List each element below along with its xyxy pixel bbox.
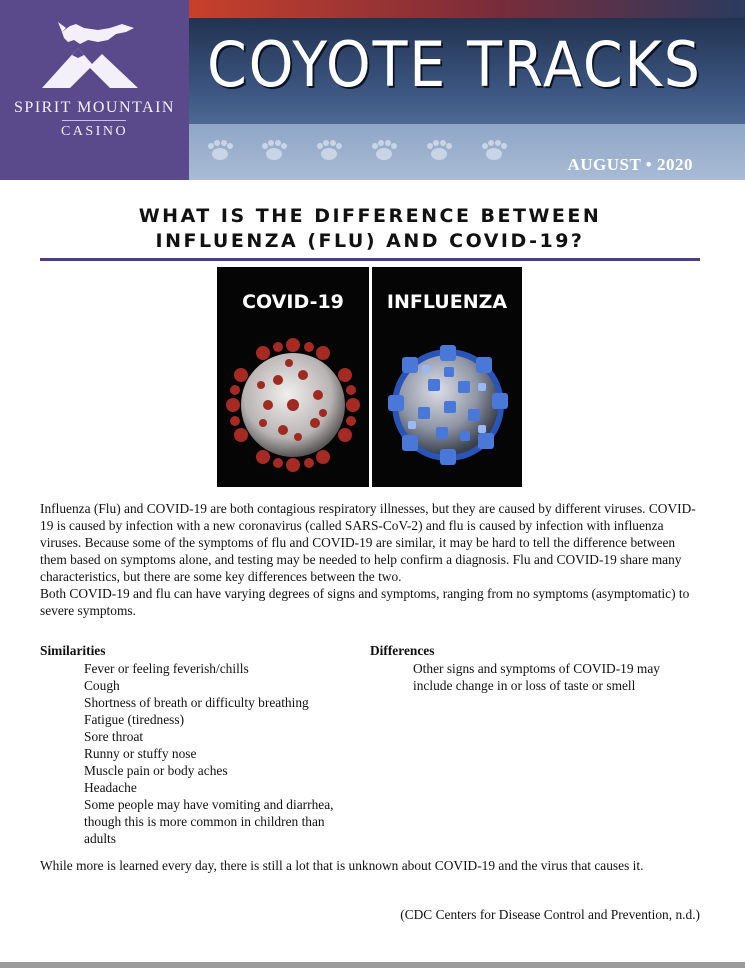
list-item: Some people may have vomiting and diarrhea, though this is more common in children than adults: [84, 797, 334, 846]
list-item: Shortness of breath or difficulty breathing: [84, 695, 309, 710]
paw-print-icon: [479, 139, 509, 161]
list-item: Fatigue (tiredness): [84, 712, 185, 727]
brand-subname: CASINO: [60, 124, 129, 139]
paw-print-icon: [314, 139, 344, 161]
list-item: Fever or feeling feverish/chills: [84, 661, 249, 676]
influenza-virus-image: [372, 267, 522, 487]
differences-heading: Differences: [370, 643, 435, 658]
paw-print-icon: [424, 139, 454, 161]
intro-paragraph: Both COVID-19 and flu can have varying degrees of signs and symptoms, ranging from no symptoms (asymptomatic) to severe symptoms.: [40, 586, 690, 618]
source-citation: (CDC Centers for Disease Control and Prevention, n.d.): [400, 907, 700, 922]
newsletter-header: [0, 0, 745, 180]
list-item: Headache: [84, 780, 137, 795]
title-banner: [189, 0, 745, 180]
brand-divider: [62, 120, 126, 121]
article-headline: [40, 204, 700, 254]
similarities-heading: Similarities: [40, 643, 106, 658]
paw-print-icon: [369, 139, 399, 161]
list-item: Other signs and symptoms of COVID-19 may include change in or loss of taste or smell: [413, 661, 660, 693]
newsletter-title: COYOTE TRACKS: [207, 28, 702, 101]
headline-rule: [40, 258, 700, 261]
brand-name: SPIRIT MOUNTAIN: [14, 99, 175, 116]
influenza-virus-illustration: [378, 335, 518, 475]
covid-virus-image: [217, 267, 369, 487]
paw-print-icon: [259, 139, 289, 161]
headline-line: INFLUENZA (FLU) AND COVID-19?: [155, 230, 585, 252]
headline-line: WHAT IS THE DIFFERENCE BETWEEN: [138, 205, 602, 227]
paw-print-icon: [205, 139, 235, 161]
coyote-mountain-logo: [40, 18, 150, 98]
intro-paragraph: Influenza (Flu) and COVID-19 are both contagious respiratory illnesses, but they are caused by different viruses. COVID-19 is caused by infection with a new coronavirus (called SARS-CoV-2) and flu is caused by infection with influenza viruses. Because some of the symptoms of flu and COVID-19 are similar, it may be hard to tell the difference between them based on symptoms alone, and testing may be needed to help confirm a diagnosis. Flu and COVID-19 share many characteristics, but there are some key differences between the two.: [40, 501, 696, 584]
list-item: Sore throat: [84, 729, 144, 744]
brand-panel: [0, 0, 189, 180]
banner-accent-strip: [189, 0, 745, 18]
page-bottom-border: [0, 962, 745, 968]
article-intro: [40, 500, 705, 619]
list-item: Cough: [84, 678, 120, 693]
similarities-list: [84, 660, 339, 847]
list-item: Runny or stuffy nose: [84, 746, 197, 761]
issue-date: AUGUST • 2020: [567, 155, 693, 174]
covid-image-label: COVID-19: [242, 291, 344, 313]
influenza-image-label: INFLUENZA: [386, 291, 508, 313]
closing-statement: While more is learned every day, there is still a lot that is unknown about COVID-19 and the virus that causes it.: [40, 858, 644, 873]
coronavirus-illustration: [223, 335, 363, 475]
differences-list: [413, 660, 698, 694]
list-item: Muscle pain or body aches: [84, 763, 228, 778]
